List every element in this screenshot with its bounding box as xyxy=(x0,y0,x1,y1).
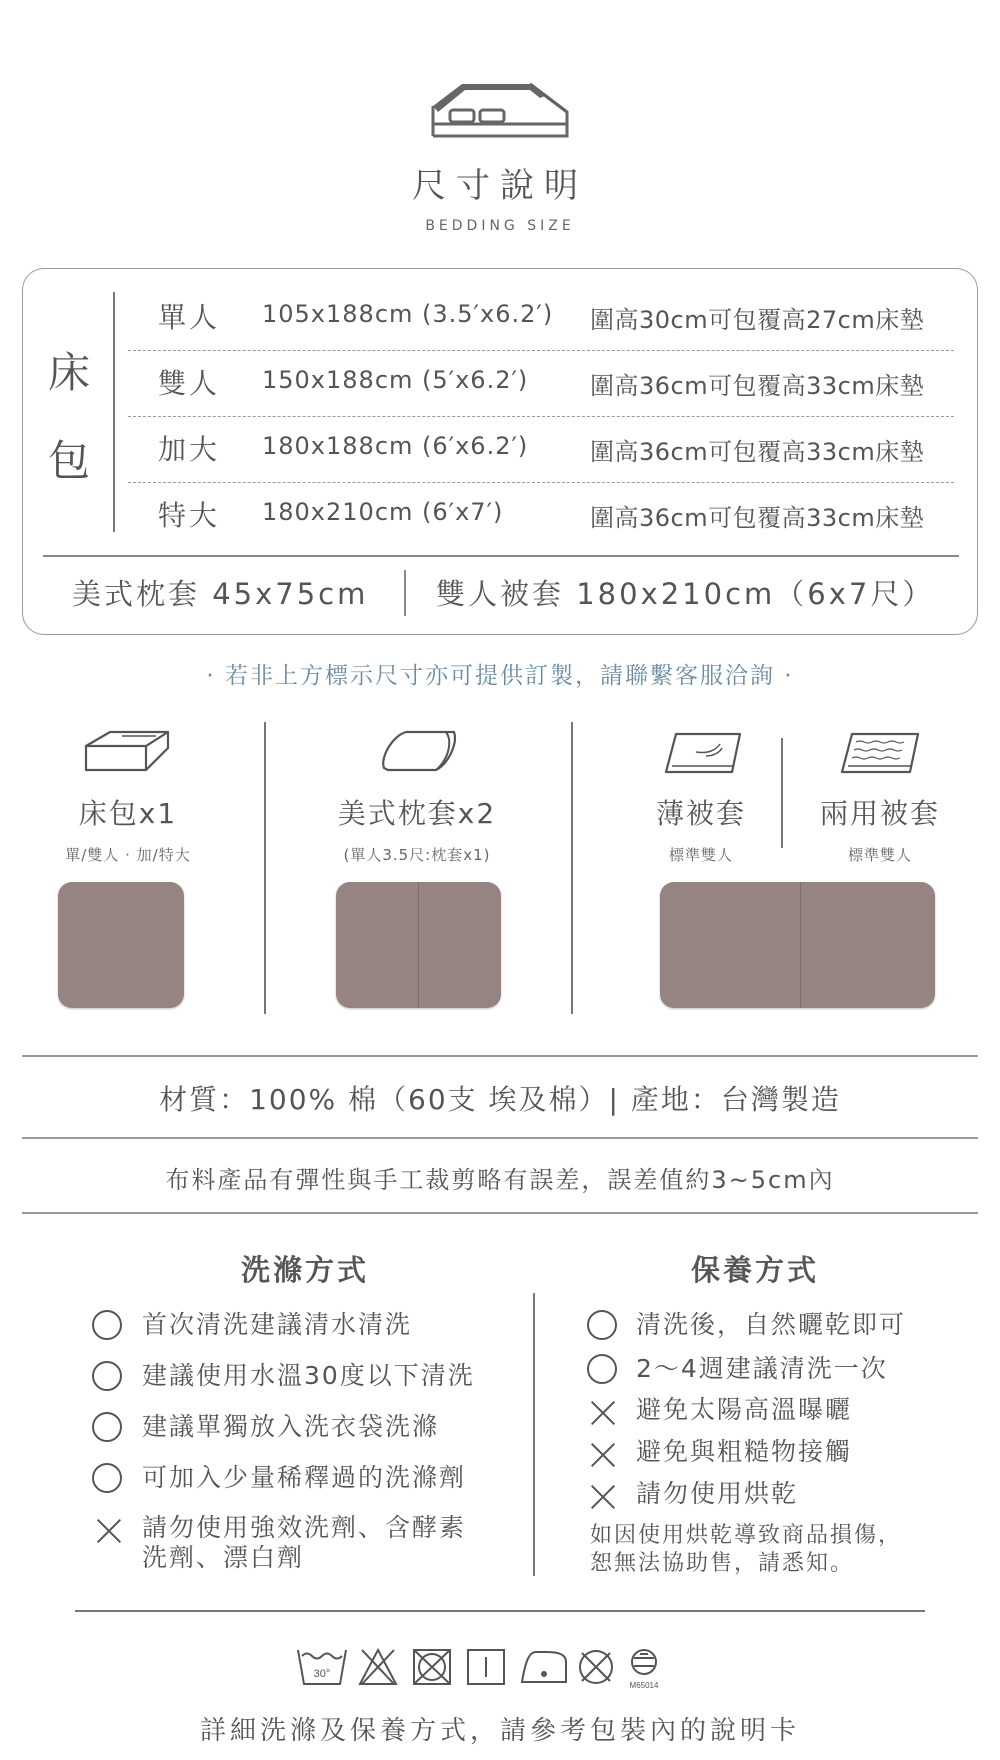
fabric-swatch xyxy=(58,882,184,1008)
section-divider xyxy=(75,1610,925,1612)
product-divider xyxy=(571,722,573,1014)
pillow-icon xyxy=(378,728,460,774)
size-row-note: 圍高36cm可包覆高33cm床墊 xyxy=(590,504,925,532)
cert-code: M65014 xyxy=(629,1681,659,1690)
size-row-note: 圍高36cm可包覆高33cm床墊 xyxy=(590,372,925,400)
washing-title: 洗滌方式 xyxy=(240,1253,369,1287)
fabric-swatch xyxy=(660,882,935,1008)
iron-low-icon xyxy=(522,1652,566,1682)
care-item: 避免太陽高溫曝曬 xyxy=(636,1395,853,1424)
duvet-size: 雙人被套 180x210cm（6x7尺） xyxy=(436,577,935,611)
care-item: 避免與粗糙物接觸 xyxy=(636,1437,853,1466)
product-name: 薄被套 xyxy=(655,797,746,830)
washing-item: 可加入少量稀釋過的洗滌劑 xyxy=(142,1463,467,1492)
allowed-icon xyxy=(92,1361,122,1391)
no-bleach-icon xyxy=(360,1650,396,1684)
care-title: 保養方式 xyxy=(690,1253,819,1287)
product-sub: (單人3.5尺:枕套x1) xyxy=(343,846,491,864)
washing-item: 建議單獨放入洗衣袋洗滌 xyxy=(142,1412,440,1441)
care-divider xyxy=(533,1293,535,1576)
washing-item-cont: 洗劑、漂白劑 xyxy=(142,1543,305,1572)
washing-item: 首次清洗建議清水清洗 xyxy=(142,1310,413,1339)
allowed-icon xyxy=(92,1412,122,1442)
category-divider xyxy=(113,292,115,532)
size-row-dim: 105x188cm (3.5′x6.2′) xyxy=(262,300,554,328)
section-divider xyxy=(22,1212,978,1214)
certification-icon xyxy=(632,1650,656,1674)
fabric-swatch xyxy=(336,882,501,1008)
swatch-seam xyxy=(418,882,419,1008)
product-name: 床包x1 xyxy=(78,797,178,830)
size-row-dim: 150x188cm (5′x6.2′) xyxy=(262,366,529,394)
line-dry-icon xyxy=(468,1650,504,1684)
allowed-icon xyxy=(587,1354,617,1384)
thin-duvet-icon xyxy=(662,730,744,776)
page-subtitle: BEDDING SIZE xyxy=(425,218,575,234)
product-sub: 單/雙人 · 加/特大 xyxy=(65,846,191,864)
material-info: 材質：100% 棉（60支 埃及棉）| 產地：台灣製造 xyxy=(159,1083,841,1116)
allowed-icon xyxy=(92,1310,122,1340)
product-divider xyxy=(264,722,266,1014)
pillow-size: 美式枕套 45x75cm xyxy=(72,577,369,611)
product-name: 美式枕套x2 xyxy=(337,797,497,830)
allowed-icon xyxy=(92,1463,122,1493)
section-divider xyxy=(22,1055,978,1057)
row-divider xyxy=(128,416,954,417)
washing-item: 請勿使用強效洗劑、含酵素 xyxy=(142,1513,467,1542)
no-dry-clean-icon xyxy=(580,1651,612,1683)
dryer-warning-cont: 恕無法協助售，請悉知。 xyxy=(590,1551,855,1576)
care-item: 2～4週建議清洗一次 xyxy=(636,1354,888,1383)
prohibited-icon xyxy=(590,1400,616,1426)
size-row-dim: 180x210cm (6′x7′) xyxy=(262,498,504,526)
category-label-bottom: 包 xyxy=(48,436,91,485)
table-divider xyxy=(43,555,959,557)
swatch-seam xyxy=(800,882,801,1008)
washing-item: 建議使用水溫30度以下清洗 xyxy=(142,1361,475,1390)
footer-note: 詳細洗滌及保養方式，請參考包裝內的說明卡 xyxy=(199,1716,800,1746)
laundry-symbols xyxy=(296,1644,716,1690)
prohibited-icon xyxy=(590,1442,616,1468)
size-row-dim: 180x188cm (6′x6.2′) xyxy=(262,432,529,460)
row-divider xyxy=(128,482,954,483)
wash-temp-label: 30° xyxy=(313,1668,331,1680)
product-divider xyxy=(781,738,783,848)
care-item: 清洗後，自然曬乾即可 xyxy=(636,1310,907,1339)
size-divider xyxy=(404,570,406,616)
tolerance-note: 布料產品有彈性與手工裁剪略有誤差，誤差值約3~5cm內 xyxy=(165,1166,835,1194)
bed-icon xyxy=(430,72,570,140)
prohibited-icon xyxy=(96,1518,122,1544)
section-divider xyxy=(22,1137,978,1139)
product-sub: 標準雙人 xyxy=(847,846,912,864)
size-row-name: 雙人 xyxy=(158,367,221,400)
no-tumble-dry-icon xyxy=(414,1650,450,1684)
category-label-top: 床 xyxy=(48,348,91,397)
allowed-icon xyxy=(587,1310,617,1340)
size-row-note: 圍高36cm可包覆高33cm床墊 xyxy=(590,438,925,466)
size-row-name: 加大 xyxy=(158,433,221,466)
page-title: 尺寸說明 xyxy=(412,166,588,206)
size-row-name: 單人 xyxy=(158,301,221,334)
row-divider xyxy=(128,350,954,351)
dryer-warning: 如因使用烘乾導致商品損傷， xyxy=(590,1523,903,1548)
custom-order-note: · 若非上方標示尺寸亦可提供訂製，請聯繫客服洽詢 · xyxy=(206,663,794,689)
fitted-sheet-icon xyxy=(82,728,172,776)
size-row-note: 圍高30cm可包覆高27cm床墊 xyxy=(590,306,925,334)
care-item: 請勿使用烘乾 xyxy=(636,1479,799,1508)
quilt-icon xyxy=(838,730,922,776)
product-sub: 標準雙人 xyxy=(668,846,733,864)
size-row-name: 特大 xyxy=(158,499,221,532)
prohibited-icon xyxy=(590,1484,616,1510)
product-name: 兩用被套 xyxy=(819,797,940,830)
